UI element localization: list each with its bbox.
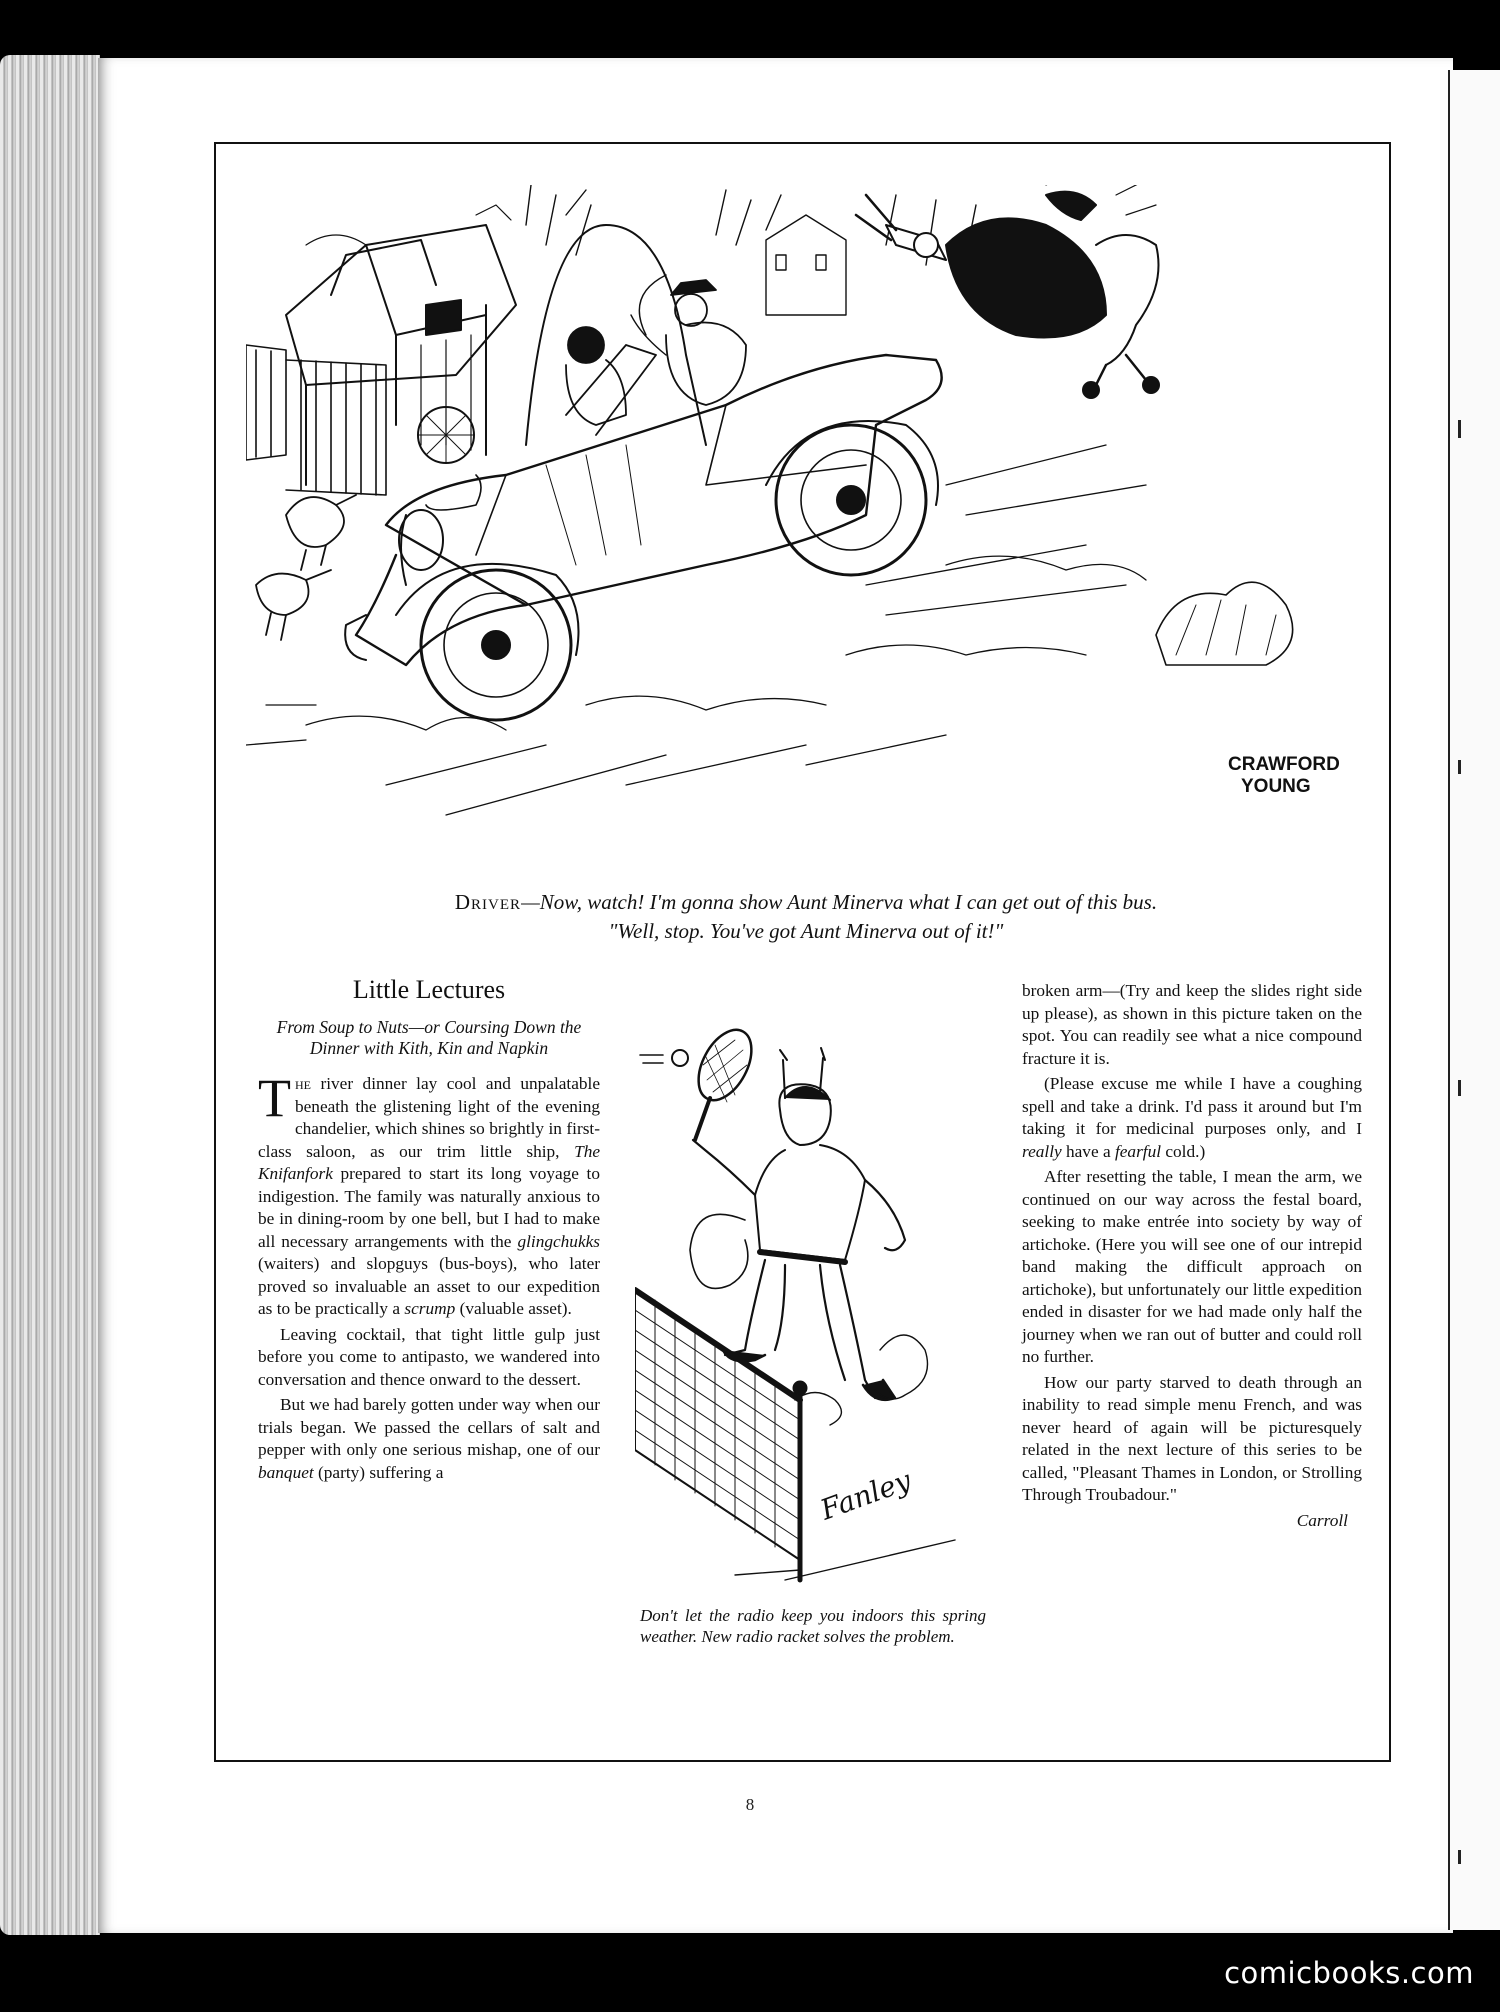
article-paragraph-3: But we had barely gotten under way when our trials began. We passed the cellars of salt and pepper with only one serious mishap, one of our banquet (party) suffering a: [258, 1395, 600, 1482]
tennis-radio-cartoon-illustration: [635, 1020, 980, 1590]
svg-text:CRAWFORD: CRAWFORD: [1228, 754, 1340, 775]
page-number: 8: [745, 1795, 755, 1814]
article-right-column: [1022, 980, 1362, 1532]
article-paragraph-2: Leaving cocktail, that tight little gulp just before you come to antipasto, we wandered into conversation and thence onward to the dessert.: [258, 1324, 600, 1389]
drop-cap: T: [258, 1068, 291, 1128]
aunt-minerva-flying-drawing: [856, 185, 1159, 398]
facing-page-edge: [1448, 70, 1500, 1930]
picket-fence: [246, 345, 386, 495]
article-paragraph-1: The river dinner lay cool and unpalatable beneath the glistening light of the evening chandelier, which shines so brightly in first-class saloon, as our trim little ship, The Knifanfork prepared to start its long voyage to indigestion. The family was naturally anxious to be in dining-room by one bell, but I had to make all necessary arrangements with the glingchukks (waiters) and slopguys (bus-boys), who later proved so invaluable an asset to our expedition as to be practically a scrump (valuable asset).: [258, 1068, 601, 1318]
article-author-signature: Carroll: [1296, 1510, 1348, 1530]
dust-and-motion-lines: [246, 445, 1146, 815]
tennis-cartoon-caption: Don't let the radio keep you indoors this spring weather. New radio racket solves the problem.: [640, 1606, 986, 1646]
caption-line-1: [246, 888, 1366, 917]
fanley-signature: Fanley: [816, 1463, 916, 1527]
caption-line-2: "Well, stop. You've got Aunt Minerva out of it!": [608, 919, 1004, 943]
car-cartoon-illustration: [246, 185, 1366, 870]
crawford-young-signature: [1228, 754, 1340, 797]
svg-text:YOUNG: YOUNG: [1241, 776, 1311, 797]
caption-speech: —Now, watch! I'm gonna show Aunt Minerva what I can get out of this bus.: [521, 890, 1158, 914]
article-title: Little Lectures: [352, 975, 506, 1004]
comicbooks-watermark: comicbooks.com: [1224, 1956, 1474, 1990]
touring-car-drawing: [345, 345, 941, 720]
article-paragraph-6: After resetting the table, I mean the arm, we continued on our way across the festal board, seeking to make entrée into society by way of artichoke. (Here you will see one of our intrepid band making the difficult approach on artichoke), but unfortunately our little expedition ended in disaster for we had made only half the journey when we ran out of butter and could roll no further.: [1022, 1167, 1362, 1366]
caption-speaker: Driver: [454, 890, 522, 914]
barn-drawing: [286, 205, 516, 485]
tennis-net-drawing: [635, 1290, 955, 1580]
article-left-column: [258, 975, 600, 1487]
article-paragraph-4: broken arm—(Try and keep the slides right side up please), as shown in this picture taken on the spot. You can readily see what a nice compound fracture it is.: [1022, 981, 1362, 1068]
passengers-drawing: [566, 275, 746, 425]
top-cartoon-caption: [246, 888, 1366, 946]
article-subtitle: From Soup to Nuts—or Coursing Down the Dinner with Kith, Kin and Napkin: [276, 1017, 582, 1058]
chickens-drawing: [256, 495, 356, 640]
article-paragraph-7: How our party starved to death through an inability to read simple menu French, and was never heard of again will be picturesquely related in the next lecture of this series to be called, "Pleasant Thames in London, or Strolling Through Troubadour.": [1022, 1372, 1362, 1504]
article-paragraph-5: (Please excuse me while I have a coughing spell and take a drink. I'd pass it around but I'm taking it for medicinal purposes only, and I really have a fearful cold.): [1022, 1074, 1362, 1161]
roadside-bush: [1156, 582, 1293, 665]
book-page-stack: [0, 55, 100, 1935]
background-trees: [526, 185, 976, 445]
